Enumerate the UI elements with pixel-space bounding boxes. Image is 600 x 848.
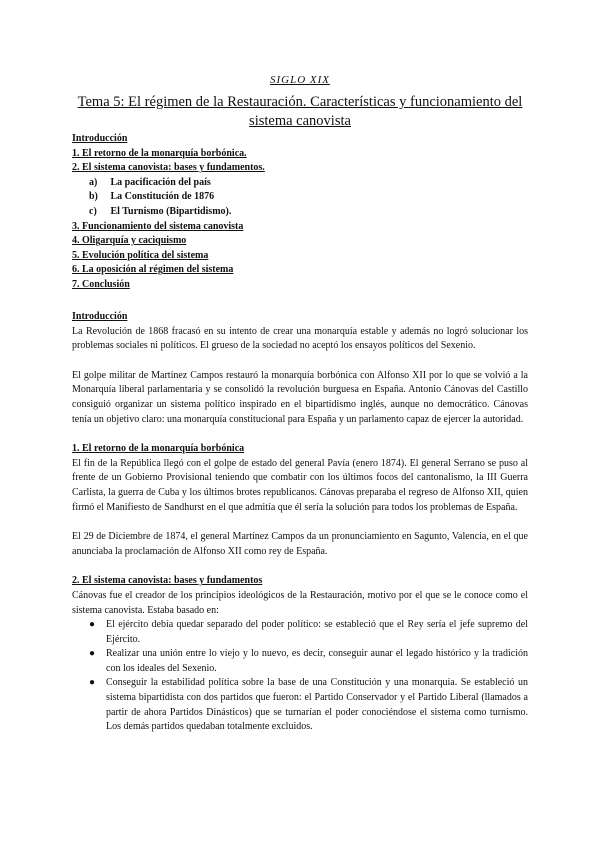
table-of-contents [72, 132, 532, 293]
bullet-icon: ● [89, 648, 96, 660]
bullet-icon: ● [89, 677, 96, 689]
toc-subitem-a [72, 176, 532, 191]
course-label: SIGLO XIX [269, 74, 331, 86]
toc-item-3: 3. Funcionamiento del sistema canovista [72, 220, 244, 232]
toc-subitem-text: El Turnismo (Bipartidismo). [110, 205, 232, 217]
toc-subitem-marker: a) [89, 176, 98, 188]
bullet-list [72, 618, 528, 735]
toc-subitem-marker: b) [89, 191, 98, 203]
toc-subitem-text: La Constitución de 1876 [110, 191, 215, 203]
document-body [72, 310, 528, 735]
paragraph: El fin de la República llegó con el golpe de estado del general Pavía (enero 1874). El general Serrano se puso al frente de un Gobierno Provisional teniendo que combatir con los últimos focos del cantonalismo, la III Guerra Carlista, la guerra de Cuba y los últimos brotes republicanos. Cánovas preparaba el regreso de Alfonso XII, quien firmó el Manifiesto de Sandhurst en el que admitía que él sería la solución para todos los problemas de España. [72, 457, 528, 513]
toc-subitem-marker: c) [89, 205, 97, 217]
toc-item-1: 1. El retorno de la monarquía borbónica. [72, 147, 247, 159]
bullet-icon: ● [89, 619, 96, 631]
list-item-text: El ejército debía quedar separado del poder político: se estableció que el Rey sería el jefe supremo del Ejército. [106, 619, 528, 645]
list-item-text: Realizar una unión entre lo viejo y lo nuevo, es decir, conseguir aunar el legado histórico y la tradición con los ideales del Sexenio. [106, 648, 528, 674]
section-heading-2: 2. El sistema canovista: bases y fundamentos [72, 575, 263, 587]
list-item [72, 676, 528, 734]
toc-item-intro: Introducción [72, 133, 128, 144]
paragraph: Cánovas fue el creador de los principios ideológicos de la Restauración, motivo por el que se le conoce como el sistema canovista. Estaba basado en: [72, 589, 528, 616]
section-heading-1: 1. El retorno de la monarquía borbónica [72, 443, 245, 455]
section-heading-intro: Introducción [72, 311, 128, 322]
paragraph: El golpe militar de Martínez Campos restauró la monarquía borbónica con Alfonso XII por lo que se volvió a la Monarquía liberal parlamentaria y se consolidó la revolución burguesa en España. Antonio Cánovas del Castillo consiguió organizar un sistema político inspirado en el bipartidismo inglés, aunque no democrático. Cánovas tenía un objetivo claro: una monarquía constitucional para España y un parlamento capaz de ejercer la autoridad. [72, 369, 528, 425]
toc-item-7: 7. Conclusión [72, 278, 130, 290]
paragraph: El 29 de Diciembre de 1874, el general Martínez Campos da un pronunciamiento en Sagunto, Valencia, en el que anunciaba la proclamación de Alfonso XII como rey de España. [72, 531, 528, 557]
toc-subitem-c [72, 205, 532, 220]
paragraph: La Revolución de 1868 fracasó en su intento de crear una monarquía estable y además no logró solucionar los problemas sociales ni políticos. El grueso de la sociedad no aceptó los ensayos políticos del Sexenio. [72, 325, 528, 352]
list-item [72, 647, 528, 676]
toc-item-4: 4. Oligarquía y caciquismo [72, 235, 187, 247]
list-item-text: Conseguir la estabilidad política sobre la base de una Constitución y una monarquía. Se estableció un sistema bipartidista con dos partidos que fueron: el Partido Conservador y el Partido Liberal (llamados a partir de ahora Partidos Dinásticos) que se turnarían el poder conociéndose el sistema como turnismo. Los demás partidos quedaban totalmente excluidos. [106, 677, 528, 733]
toc-subitem-text: La pacificación del país [110, 176, 211, 188]
list-item [72, 618, 528, 647]
toc-subitem-b [72, 190, 532, 205]
toc-item-5: 5. Evolución política del sistema [72, 249, 209, 261]
toc-item-6: 6. La oposición al régimen del sistema [72, 264, 234, 276]
toc-item-2: 2. El sistema canovista: bases y fundamentos. [72, 162, 265, 174]
page-title: Tema 5: El régimen de la Restauración. Características y funcionamiento del sistema canovista [77, 94, 523, 129]
